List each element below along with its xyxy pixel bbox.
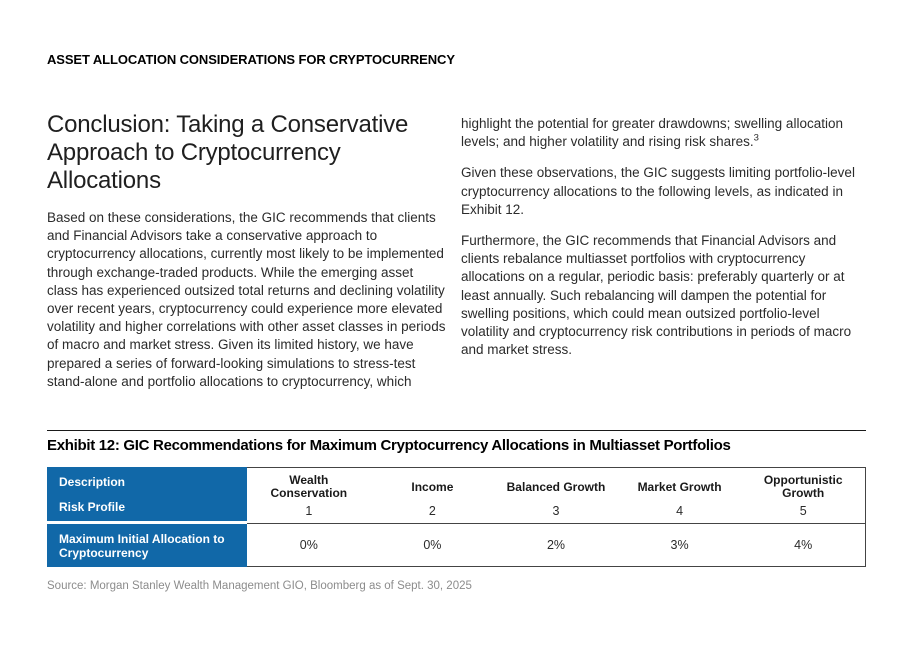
body-paragraph-right-1 [461,115,866,151]
allocation-value-income: 0% [423,538,442,553]
risk-profile-number: 1 [305,504,313,519]
body-paragraph-left: Based on these considerations, the GIC recommends that clients and Financial Advisors take a conservative approach to cryptocurrency allocations, currently most likely to be implemented through exchange-traded products. While the emerging asset class has experienced outsized total returns and declining volatility over recent years, cryptocurrency could experience more elevated volatility and higher correlations with other asset classes in periods of macro and market stress. Given its limited history, we have prepared a series of forward-looking simulations to stress-test stand-alone and portfolio allocations to cryptocurrency, which [47,210,446,389]
column-name: Balanced Growth [506,479,606,494]
table-column-headers [247,467,866,524]
allocation-value-market-growth: 3% [670,538,689,553]
left-column [47,111,446,404]
row-header-description: Description [59,475,126,490]
table-row-header-cell [47,467,247,524]
section-kicker: ASSET ALLOCATION CONSIDERATIONS FOR CRYPTOCURRENCY [47,52,455,67]
column-header-balanced-growth [494,468,618,523]
column-header-market-growth [618,468,742,523]
table-data-row [47,524,866,567]
source-attribution: Source: Morgan Stanley Wealth Management GIO, Bloomberg as of Sept. 30, 2025 [47,580,472,593]
column-name: Market Growth [637,479,722,494]
two-column-body [47,111,866,404]
table-header-row [47,467,866,524]
column-name: Opportunistic Growth [763,473,843,501]
column-header-opportunistic-growth [741,468,865,523]
row-header-max-allocation: Maximum Initial Allocation to Cryptocurrency [47,524,247,567]
article-title: Conclusion: Taking a Conservative Approach to Cryptocurrency Allocations [47,111,409,194]
risk-profile-number: 3 [552,504,560,519]
risk-profile-number: 2 [428,504,436,519]
exhibit-table [47,467,866,567]
column-name: Wealth Conservation [270,473,348,501]
exhibit-divider [47,430,866,431]
risk-profile-number: 4 [676,504,684,519]
allocation-value-opportunistic-growth: 4% [794,538,813,553]
footnote-marker: 3 [753,132,759,144]
paragraph-text: highlight the potential for greater drawdowns; swelling allocation levels; and higher volatility and rising risk shares. [461,116,843,150]
allocation-value-balanced-growth: 2% [546,538,566,553]
column-header-wealth-conservation [247,468,371,523]
column-name: Income [411,479,454,494]
exhibit-title: Exhibit 12: GIC Recommendations for Maximum Cryptocurrency Allocations in Multiasset Portfolios [47,437,731,455]
allocation-value-wealth-conservation: 0% [299,538,318,553]
table-data-cells [247,524,866,567]
body-paragraph-right-2: Given these observations, the GIC suggests limiting portfolio-level cryptocurrency allocations to the following levels, as indicated in Exhibit 12. [461,165,855,217]
body-paragraph-right-3: Furthermore, the GIC recommends that Financial Advisors and clients rebalance multiasset portfolios with cryptocurrency allocations on a regular, periodic basis: preferably quarterly or at least annually. Such rebalancing will dampen the potential for swelling positions, which could mean outsized portfolio-level volatility and cryptocurrency risk contributions in periods of macro and market stress. [461,233,852,358]
row-header-risk-profile: Risk Profile [59,500,126,515]
column-header-income [371,468,495,523]
right-column [461,111,866,404]
risk-profile-number: 5 [799,504,807,519]
